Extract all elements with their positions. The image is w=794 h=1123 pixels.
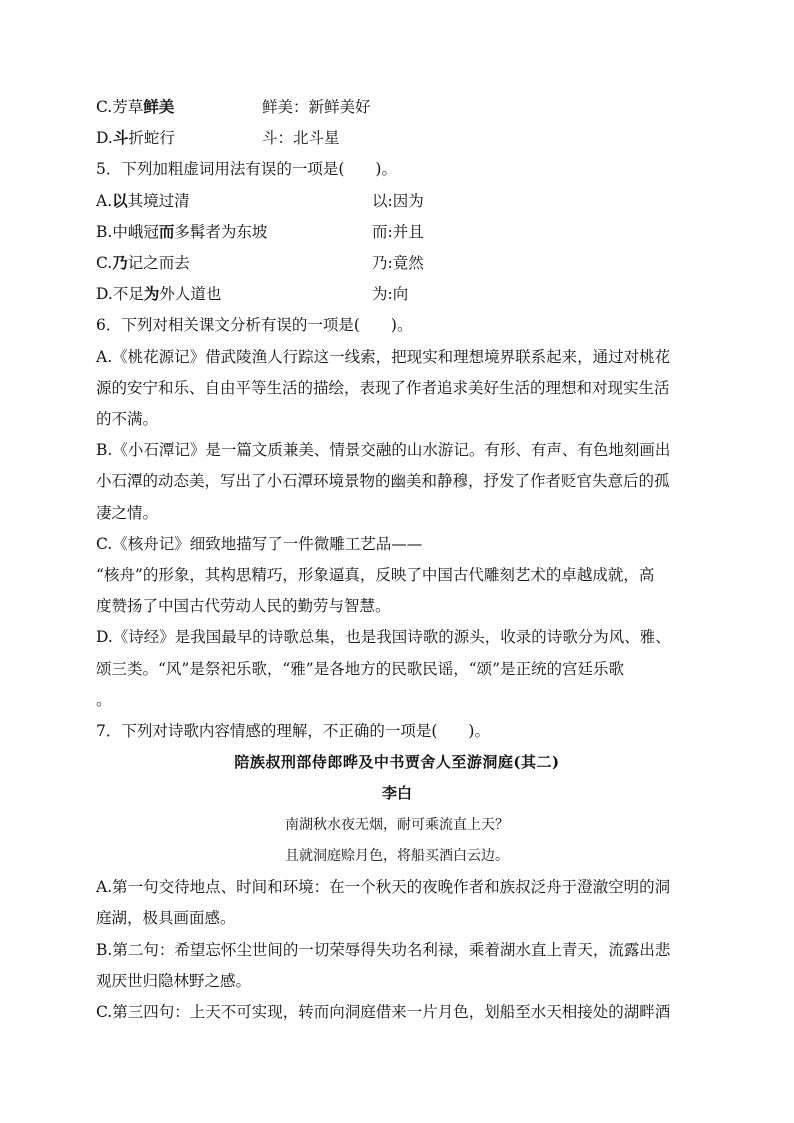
q7-line: A.第一句交待地点、时间和环境：在一个秋天的夜晚作者和族叔泛舟于澄澈空明的洞 [96, 878, 671, 896]
q5-option-a-note: 以:因为 [372, 192, 424, 210]
bold-word: 而 [158, 222, 175, 241]
q7-line: 观厌世归隐林野之感。 [96, 972, 252, 990]
poem-author: 李白 [381, 784, 412, 802]
q7-line: B.第二句：希望忘怀尘世间的一切荣辱得失功名利禄，乘着湖水直上青天，流露出悲 [96, 941, 671, 959]
option-text: 芳草 [112, 98, 144, 116]
q6-line: B.《小石潭记》是一篇文质兼美、情景交融的山水游记。有形、有声、有色地刻画出 [96, 441, 671, 459]
q6-line: 凄之情。 [96, 504, 159, 522]
option-label: D. [96, 285, 113, 303]
q6-line: 源的安宁和乐、自由平等生活的描绘，表现了作者追求美好生活的理想和对现实生活 [96, 379, 670, 397]
q6-line: 。 [96, 691, 112, 709]
q4-option-c-note: 鲜美：新鲜美好 [262, 98, 371, 116]
option-label: C. [96, 254, 113, 272]
option-text: 其境过清 [127, 192, 190, 210]
q7-line: 庭湖，极具画面感。 [96, 909, 236, 927]
option-text: 外人道也 [159, 285, 222, 303]
q6-line: 的不满。 [96, 410, 159, 428]
bold-word: 斗 [112, 128, 129, 147]
q7-stem: 7．下列对诗歌内容情感的理解，不正确的一项是( )。 [96, 722, 490, 740]
bold-word: 为 [143, 284, 160, 303]
option-text: 不足 [112, 285, 144, 303]
q4-option-d-note: 斗：北斗星 [262, 129, 340, 147]
q5-stem: 5．下列加粗虚词用法有误的一项是( )。 [96, 160, 397, 178]
q6-line: 度赞扬了中国古代劳动人民的勤劳与智慧。 [96, 597, 391, 615]
option-label: D. [96, 129, 113, 147]
q4-option-c [96, 97, 174, 117]
q6-line: D.《诗经》是我国最早的诗歌总集，也是我国诗歌的源头，收录的诗歌分为风、雅、 [96, 628, 671, 646]
option-text: 中峨冠 [112, 223, 159, 241]
q5-option-b [96, 222, 267, 242]
option-text: 多髯者为东坡 [174, 223, 268, 241]
q6-stem: 6．下列对相关课文分析有误的一项是( )。 [96, 316, 413, 334]
q5-option-c-note: 乃:竟然 [372, 254, 424, 272]
q6-line: “核舟”的形象，其构思精巧，形象逼真，反映了中国古代雕刻艺术的卓越成就，高 [96, 566, 655, 584]
q5-option-b-note: 而:并且 [372, 223, 424, 241]
bold-word: 鲜美 [143, 97, 175, 116]
option-label: B. [96, 223, 113, 241]
q4-option-d [96, 128, 175, 148]
bold-word: 以 [112, 191, 128, 210]
q6-line: C.《核舟记》细致地描写了一件微雕工艺品—— [96, 535, 423, 553]
bold-word: 乃 [112, 253, 128, 272]
q5-option-a [96, 191, 190, 211]
option-label: A. [96, 192, 113, 210]
poem-line: 且就洞庭赊月色，将船买酒白云边。 [285, 848, 509, 864]
q7-line: C.第三四句：上天不可实现，转而向洞庭借来一片月色，划船至水天相接处的湖畔酒 [96, 1003, 671, 1021]
q5-option-c [96, 253, 190, 273]
option-text: 折蛇行 [128, 129, 175, 147]
poem-line: 南湖秋水夜无烟，耐可乘流直上天？ [285, 817, 509, 833]
q6-line: A.《桃花源记》借武陵渔人行踪这一线索，把现实和理想境界联系起来，通过对桃花 [96, 348, 671, 366]
poem-title: 陪族叔刑部侍郎晔及中书贾舍人至游洞庭(其二) [234, 753, 560, 771]
q6-line: 颂三类。“风”是祭祀乐歌，“雅”是各地方的民歌民谣，“颂”是正统的宫廷乐歌 [96, 660, 625, 678]
q6-line: 小石潭的动态美，写出了小石潭环境景物的幽美和静穆，抒发了作者贬官失意后的孤 [96, 472, 670, 490]
option-label: C. [96, 98, 113, 116]
q5-option-d [96, 284, 221, 304]
q5-option-d-note: 为:向 [372, 285, 409, 303]
option-text: 记之而去 [127, 254, 190, 272]
